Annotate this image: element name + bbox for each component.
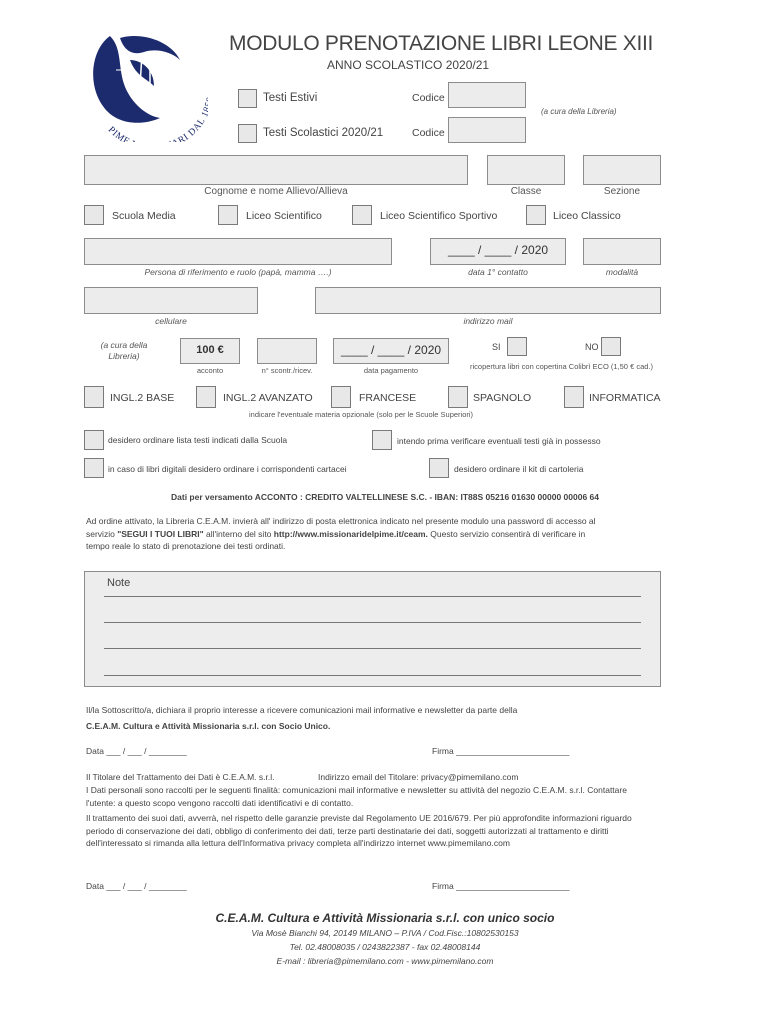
classical-label: Liceo Classico [553, 210, 621, 222]
informatics-checkbox[interactable] [564, 386, 584, 408]
english-base-checkbox[interactable] [84, 386, 104, 408]
pime-logo [80, 30, 208, 142]
spanish-checkbox[interactable] [448, 386, 468, 408]
privacy-date: Data ___ / ___ / ________ [86, 881, 187, 891]
footer-email: E-mail : libreria@pimemilano.com - www.pimemilano.com [276, 956, 494, 966]
spanish-label: SPAGNOLO [473, 392, 532, 404]
footer-company: C.E.A.M. Cultura e Attività Missionaria s.r.l. con unico socio [215, 911, 555, 925]
code-field-2[interactable] [448, 117, 526, 143]
scientific-sport-checkbox[interactable] [352, 205, 372, 225]
scientific-label: Liceo Scientifico [246, 210, 322, 222]
consent-date: Data ___ / ___ / ________ [86, 746, 187, 756]
informatics-label: INFORMATICA [589, 392, 661, 404]
mode-field[interactable] [583, 238, 661, 265]
first-contact-date-value: ____ / ____ / 2020 [447, 243, 549, 257]
code-field-1[interactable] [448, 82, 526, 108]
scientific-sport-label: Liceo Scientifico Sportivo [380, 210, 498, 222]
service-url: http://www.missionaridelpime.it/ceam. [273, 528, 428, 539]
school-texts-checkbox[interactable] [238, 124, 257, 143]
logo-ring-text: PIME RI DAL [105, 116, 208, 142]
service-line-2c: all'interno del sito [203, 528, 274, 539]
stationery-kit-checkbox[interactable] [429, 458, 449, 478]
school-list-checkbox[interactable] [84, 430, 104, 450]
classical-checkbox[interactable] [526, 205, 546, 225]
notes-box[interactable] [84, 571, 661, 687]
footer-address: Via Mosè Bianchi 94, 20149 MILANO – P.IVA / Cod.Fisc.:10802530153 [251, 928, 519, 938]
privacy-owner: Il Titolare del Trattamento dei Dati è C.E.A.M. s.r.l. [86, 772, 275, 782]
code-label-1: Codice [412, 92, 445, 104]
notes-label: Note [107, 577, 131, 589]
summer-texts-label: Testi Estivi [263, 92, 318, 104]
privacy-signature: Firma ________________________ [432, 881, 570, 891]
mobile-field[interactable] [84, 287, 258, 314]
verify-books-label: intendo prima verificare eventuali testi già in possesso [397, 436, 601, 446]
contact-person-caption: Persona di riferimento e ruolo (papà, mamma ….) [144, 267, 332, 277]
email-field[interactable] [315, 287, 661, 314]
cover-yes-checkbox[interactable] [507, 337, 527, 356]
notes-line-4 [104, 675, 641, 676]
paper-copies-label: in caso di libri digitali desidero ordinare i corrispondenti cartacei [108, 464, 347, 474]
privacy-paragraph-2: Il trattamento dei suoi dati, avverrà, nel rispetto delle garanzie previste dal Regolamento UE 2016/679. Per più approfondite informazioni riguardo periodo di conservazione dei dati, obbligo di conferimento dei dati, terze parti destinatarie dei dati, soggetti autorizzati al trattamento e diritti dell'interessato si rimanda alla lettura dell'Informativa privacy completa all'indirizzo internet www.pimemilano.com [86, 813, 632, 848]
payment-date-caption: data pagamento [363, 366, 419, 375]
privacy-paragraph-1: I Dati personali sono raccolti per le seguenti finalità: comunicazioni mail informative e newsletter su attività del negozio C.E.A.M. s.r.l. Contattare l'utente: a questo scopo vengono raccolti dati identificativi e di contatto. [86, 785, 627, 808]
verify-books-checkbox[interactable] [372, 430, 392, 450]
service-line-1: Ad ordine attivato, la Libreria C.E.A.M. invierà all' indirizzo di posta elettronica indicato nel presente modulo una password di accesso al [86, 516, 596, 526]
middle-school-label: Scuola Media [112, 210, 176, 222]
section-field[interactable] [583, 155, 661, 185]
deposit-value: 100 € [196, 344, 224, 356]
email-caption: indirizzo mail [463, 316, 513, 326]
service-name: "SEGUI I TUOI LIBRI" [117, 528, 204, 539]
cover-yes-label: SI [492, 342, 501, 352]
english-advanced-label: INGL.2 AVANZATO [223, 392, 313, 404]
receipt-caption: n° scontr./ricev. [261, 366, 313, 375]
french-label: FRANCESE [359, 392, 417, 404]
consent-signature: Firma ________________________ [432, 746, 570, 756]
school-year: ANNO SCOLASTICO 2020/21 [327, 58, 490, 72]
paper-copies-checkbox[interactable] [84, 458, 104, 478]
school-texts-label: Testi Scolastici 2020/21 [263, 127, 384, 139]
cover-caption: ricopertura libri con copertina Colibrì ECO (1,50 € cad.) [470, 362, 653, 371]
student-name-caption: Cognome e nome Allievo/Allieva [204, 186, 348, 197]
bookshop-note: (a cura della Libreria) [100, 340, 148, 361]
consent-line-2: C.E.A.M. Cultura e Attività Missionaria s.r.l. con Socio Unico. [86, 721, 331, 731]
deposit-caption: acconto [196, 366, 224, 375]
school-list-label: desidero ordinare lista testi indicati dalla Scuola [108, 435, 288, 445]
first-contact-caption: data 1° contatto [468, 267, 528, 277]
form-title: MODULO PRENOTAZIONE LIBRI LEONE XIII [229, 32, 654, 55]
stationery-kit-label: desidero ordinare il kit di cartoleria [454, 464, 584, 474]
french-checkbox[interactable] [331, 386, 351, 408]
footer-phone: Tel. 02.48008035 / 0243822387 - fax 02.48008144 [289, 942, 481, 952]
scientific-checkbox[interactable] [218, 205, 238, 225]
mobile-caption: cellulare [155, 316, 187, 326]
class-caption: Classe [510, 186, 542, 197]
cover-no-label: NO [585, 342, 599, 352]
service-line-2 [86, 528, 686, 541]
notes-line-1 [104, 596, 641, 597]
bank-details: Dati per versamento ACCONTO : CREDITO VALTELLINESE S.C. - IBAN: IT88S 05216 01630 00000 00006 64 [171, 492, 599, 502]
section-caption: Sezione [603, 186, 641, 197]
receipt-field[interactable] [257, 338, 317, 364]
notes-line-3 [104, 648, 641, 649]
english-base-label: INGL.2 BASE [110, 392, 175, 404]
service-line-3: tempo reale lo stato di prenotazione dei testi ordinati. [86, 541, 286, 551]
service-text [86, 515, 686, 553]
cover-no-checkbox[interactable] [601, 337, 621, 356]
subjects-caption: indicare l'eventuale materia opzionale (solo per le Scuole Superiori) [249, 410, 474, 419]
consent-line-1: Il/la Sottoscritto/a, dichiara il proprio interesse a ricevere comunicazioni mail informative e newsletter da parte della [86, 705, 518, 715]
middle-school-checkbox[interactable] [84, 205, 104, 225]
student-name-field[interactable] [84, 155, 468, 185]
privacy-owner-email: Indirizzo email del Titolare: privacy@pimemilano.com [318, 772, 519, 782]
summer-texts-checkbox[interactable] [238, 89, 257, 108]
service-line-2a: servizio [86, 528, 118, 539]
notes-line-2 [104, 622, 641, 623]
code-label-2: Codice [412, 127, 445, 139]
contact-person-field[interactable] [84, 238, 392, 265]
service-line-2e: Questo servizio consentirà di verificare in [427, 528, 586, 539]
english-advanced-checkbox[interactable] [196, 386, 216, 408]
class-field[interactable] [487, 155, 565, 185]
mode-caption: modalità [605, 267, 639, 277]
code-note: (a cura della Libreria) [541, 107, 617, 116]
payment-date-value: ____ / ____ / 2020 [340, 343, 442, 357]
